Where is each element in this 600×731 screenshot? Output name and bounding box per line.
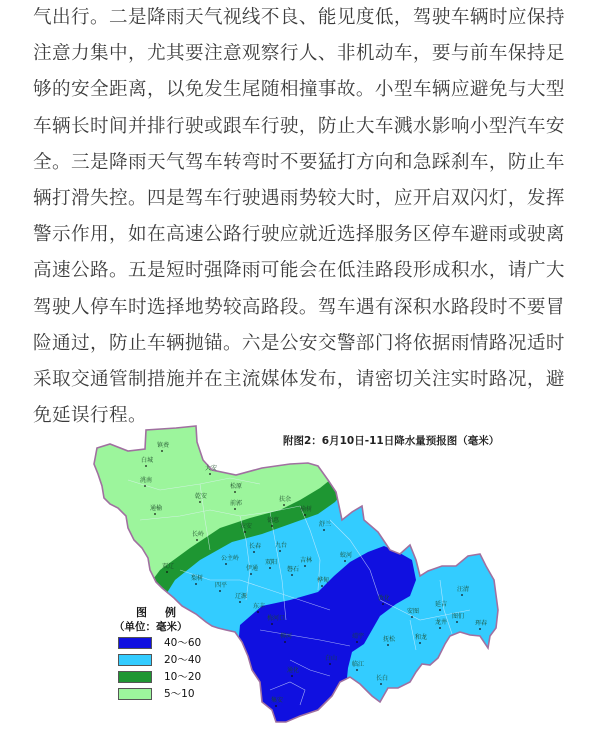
city-dot-icon xyxy=(195,583,197,585)
city-dot-icon xyxy=(387,644,389,646)
article-line: 警示作用，如在高速公路行驶应就近选择服务区停车避雨或驶离 xyxy=(33,224,565,246)
figure-title: 附图2：6月10日-11日降水量预报图（毫米） xyxy=(283,435,500,447)
legend-item xyxy=(118,635,258,652)
article-line: 够的安全距离，以免发生尾随相撞事故。小型车辆应避免与大型 xyxy=(33,79,565,101)
article-line: 采取交通管制措施并在主流媒体发布，请密切关注实时路况，避 xyxy=(33,368,565,390)
city-label: 靖宇 xyxy=(352,633,365,640)
city-dot-icon xyxy=(439,609,441,611)
city-label: 吉林 xyxy=(300,557,313,564)
city-label: 通化 xyxy=(287,667,300,674)
article-line: 免延误行程。 xyxy=(33,405,147,427)
city-dot-icon xyxy=(456,621,458,623)
legend-label: 20～40 xyxy=(164,654,202,667)
city-label: 松原 xyxy=(230,483,243,490)
legend-item xyxy=(118,652,258,669)
city-label: 梅河口 xyxy=(267,615,286,622)
city-label: 长岭 xyxy=(192,531,205,538)
city-dot-icon xyxy=(461,594,463,596)
city-label: 延吉 xyxy=(435,601,448,608)
city-label: 公主岭 xyxy=(221,555,240,562)
city-dot-icon xyxy=(323,529,325,531)
precipitation-map xyxy=(0,420,600,731)
article-line: 驾驶人停车时选择地势较高路段。驾车遇有深积水路段时不要冒 xyxy=(33,296,565,318)
city-dot-icon xyxy=(356,669,358,671)
article-line: 注意力集中，尤其要注意观察行人、非机动车，要与前车保持足 xyxy=(33,43,565,65)
city-dot-icon xyxy=(283,504,285,506)
city-label: 安图 xyxy=(407,608,420,615)
article-body xyxy=(33,0,573,434)
city-label: 蛟河 xyxy=(340,552,353,559)
city-dot-icon xyxy=(234,508,236,510)
city-label: 敦化 xyxy=(378,595,391,602)
city-label: 四平 xyxy=(215,582,228,589)
city-dot-icon xyxy=(154,513,156,515)
city-dot-icon xyxy=(239,601,241,603)
legend-item xyxy=(118,669,258,686)
city-dot-icon xyxy=(225,563,227,565)
city-label: 榆树 xyxy=(300,506,313,513)
city-dot-icon xyxy=(269,567,271,569)
city-label: 柳河 xyxy=(280,633,293,640)
city-dot-icon xyxy=(196,539,198,541)
city-label: 龙井 xyxy=(435,619,448,626)
city-label: 伊通 xyxy=(246,565,259,572)
legend-title: 图例 xyxy=(136,606,194,619)
city-dot-icon xyxy=(380,683,382,685)
city-label: 东丰 xyxy=(253,603,266,610)
city-dot-icon xyxy=(199,501,201,503)
city-dot-icon xyxy=(271,623,273,625)
legend-label: 5～10 xyxy=(164,688,195,701)
city-dot-icon xyxy=(321,585,323,587)
city-dot-icon xyxy=(209,473,211,475)
city-label: 前郭 xyxy=(230,500,243,507)
city-label: 珲春 xyxy=(475,620,488,627)
city-dot-icon xyxy=(382,603,384,605)
legend-label: 10～20 xyxy=(164,671,202,684)
city-dot-icon xyxy=(291,574,293,576)
article-line: 险通过，防止车辆抛锚。六是公安交警部门将依据雨情路况适时 xyxy=(33,332,565,354)
city-label: 大安 xyxy=(205,465,218,472)
city-dot-icon xyxy=(304,565,306,567)
legend-item xyxy=(118,686,258,703)
city-dot-icon xyxy=(356,641,358,643)
city-dot-icon xyxy=(284,641,286,643)
city-dot-icon xyxy=(234,491,236,493)
city-dot-icon xyxy=(166,571,168,573)
city-label: 镇赉 xyxy=(157,442,170,449)
city-label: 长春 xyxy=(249,543,262,550)
map-legend xyxy=(114,606,258,702)
city-dot-icon xyxy=(279,550,281,552)
city-label: 双阳 xyxy=(265,559,278,566)
city-dot-icon xyxy=(253,551,255,553)
city-dot-icon xyxy=(250,573,252,575)
city-label: 洮南 xyxy=(140,477,153,484)
legend-swatch xyxy=(118,654,152,666)
city-dot-icon xyxy=(271,525,273,527)
legend-swatch xyxy=(118,671,152,683)
city-dot-icon xyxy=(304,514,306,516)
city-label: 和龙 xyxy=(415,634,428,641)
city-label: 抚松 xyxy=(383,636,396,643)
city-label: 梨树 xyxy=(191,575,204,582)
city-dot-icon xyxy=(275,705,277,707)
city-label: 集安 xyxy=(271,697,284,704)
city-dot-icon xyxy=(144,485,146,487)
city-label: 长白 xyxy=(376,675,389,682)
city-label: 桦甸 xyxy=(317,577,330,584)
article-line: 高速公路。五是短时强降雨可能会在低洼路段形成积水，请广大 xyxy=(33,260,565,282)
article-line: 车辆长时间并排行驶或跟车行驶，防止大车溅水影响小型汽车安 xyxy=(33,115,565,137)
city-label: 白城 xyxy=(141,457,154,464)
city-label: 磐石 xyxy=(287,566,300,573)
city-label: 辽源 xyxy=(235,593,248,600)
city-label: 图们 xyxy=(452,613,465,620)
city-label: 汪清 xyxy=(457,586,470,593)
city-dot-icon xyxy=(411,616,413,618)
city-dot-icon xyxy=(419,642,421,644)
legend-swatch xyxy=(118,688,152,700)
city-label: 舒兰 xyxy=(319,521,332,528)
legend-swatch xyxy=(118,637,152,649)
city-dot-icon xyxy=(344,560,346,562)
city-label: 白山 xyxy=(325,655,338,662)
legend-unit: （单位：毫米） xyxy=(114,621,188,633)
city-dot-icon xyxy=(329,663,331,665)
city-label: 乾安 xyxy=(195,493,208,500)
city-label: 临江 xyxy=(352,661,365,668)
article-line: 辆打滑失控。四是驾车行驶遇雨势较大时，应开启双闪灯，发挥 xyxy=(33,187,565,209)
article-line: 气出行。二是降雨天气视线不良、能见度低，驾驶车辆时应保持 xyxy=(33,7,565,28)
city-label: 德惠 xyxy=(267,517,280,524)
city-label: 农安 xyxy=(240,523,253,530)
city-dot-icon xyxy=(479,628,481,630)
article-line: 全。三是降雨天气驾车转弯时不要猛打方向和急踩刹车，防止车 xyxy=(33,151,565,173)
city-dot-icon xyxy=(219,590,221,592)
city-label: 扶余 xyxy=(279,496,292,503)
city-dot-icon xyxy=(161,450,163,452)
legend-label: 40～60 xyxy=(164,637,202,650)
city-label: 双辽 xyxy=(162,563,175,570)
city-label: 通榆 xyxy=(150,505,163,512)
city-dot-icon xyxy=(145,465,147,467)
city-dot-icon xyxy=(244,531,246,533)
city-dot-icon xyxy=(439,627,441,629)
precipitation-forecast-figure xyxy=(0,420,600,731)
city-label: 九台 xyxy=(275,542,288,549)
city-dot-icon xyxy=(291,675,293,677)
